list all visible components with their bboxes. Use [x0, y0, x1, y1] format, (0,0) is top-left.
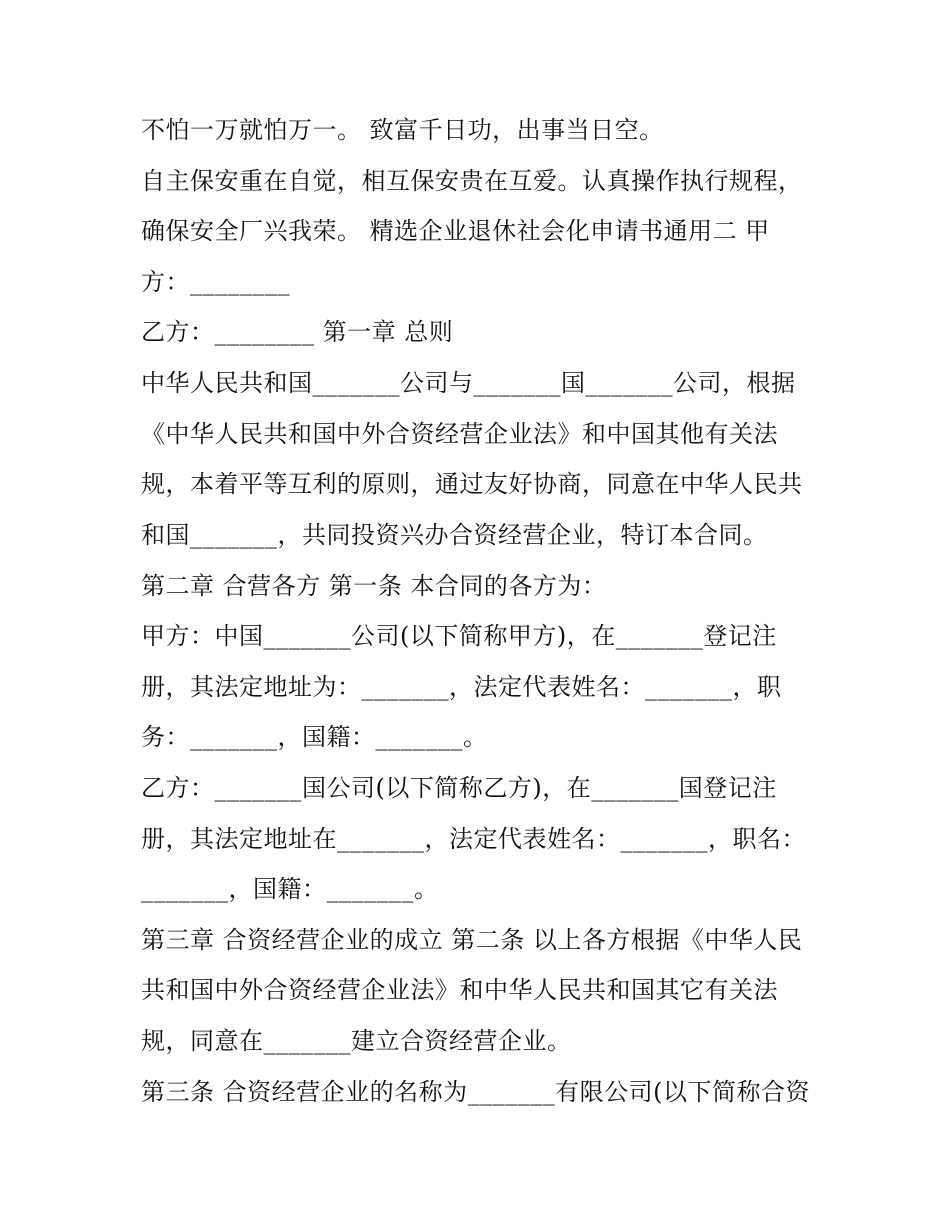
text-line: 乙方：________ 第一章 总则 — [141, 318, 454, 346]
text-line: 册，其法定地址在_______，法定代表姓名：_______，职名： — [141, 825, 806, 853]
text-line: 《中华人民共和国中外合资经营企业法》和中国其他有关法 — [141, 420, 778, 448]
text-line: 册，其法定地址为：_______，法定代表姓名：_______，职 — [141, 673, 782, 701]
text-line: 务：_______，国籍：_______。 — [141, 723, 488, 751]
text-line: 不怕一万就怕万一。 致富千日功，出事当日空。 — [141, 116, 664, 144]
text-line: 甲方：中国_______公司(以下简称甲方)，在_______登记注 — [141, 622, 777, 650]
text-line: 共和国中外合资经营企业法》和中华人民共和国其它有关法 — [141, 976, 778, 1004]
text-line: 乙方：_______国公司(以下简称乙方)，在_______国登记注 — [141, 774, 777, 802]
text-line: _______，国籍：_______。 — [141, 875, 439, 903]
text-line: 规，本着平等互利的原则，通过友好协商，同意在中华人民共 — [141, 470, 803, 498]
text-line: 第三条 合资经营企业的名称为_______有限公司(以下简称合资 — [141, 1078, 810, 1106]
text-line: 第三章 合资经营企业的成立 第二条 以上各方根据《中华人民 — [141, 926, 803, 954]
text-line: 规，同意在_______建立合资经营企业。 — [141, 1027, 572, 1055]
text-line: 确保安全厂兴我荣。 精选企业退休社会化申请书通用二 甲 — [141, 217, 770, 245]
text-line: 和国_______，共同投资兴办合资经营企业，特订本合同。 — [141, 521, 768, 549]
text-line: 方：________ — [141, 268, 290, 296]
text-line: 中华人民共和国_______公司与_______国_______公司，根据 — [141, 369, 796, 397]
text-line: 第二章 合营各方 第一条 本合同的各方为： — [141, 572, 607, 600]
text-line: 自主保安重在自觉，相互保安贵在互爱。认真操作执行规程， — [141, 167, 803, 195]
